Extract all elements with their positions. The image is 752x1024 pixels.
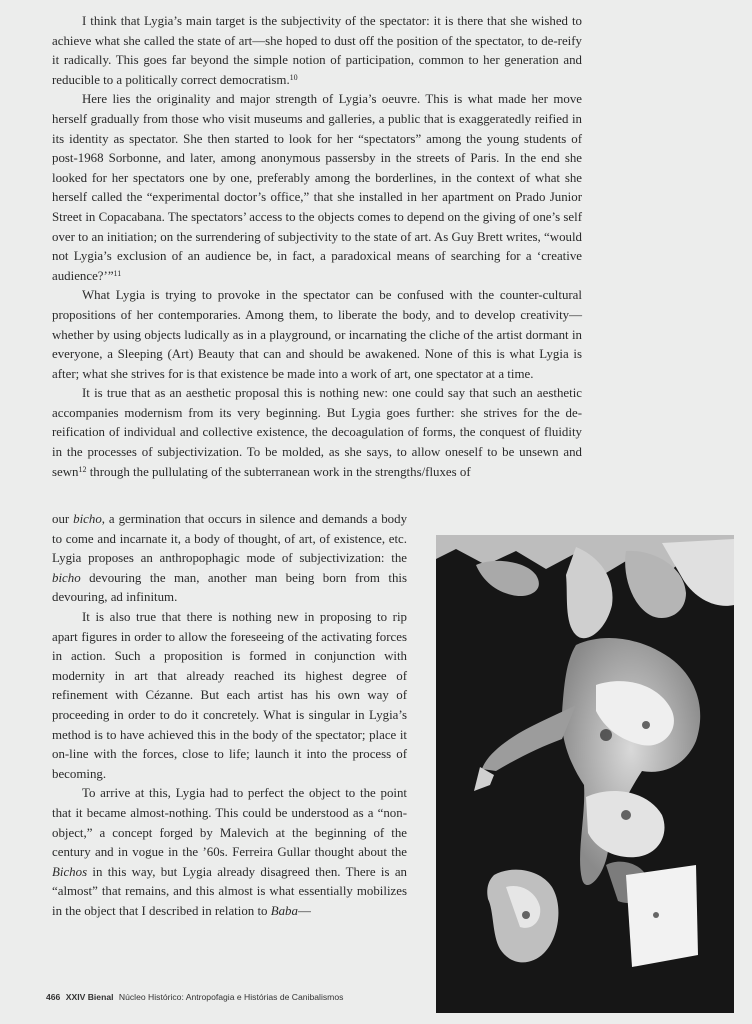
- paragraph-text: , a germination that occurs in silence and demands a body to come and incarnate it, a body of thought, of art, of existence, etc. Lygia proposes an anthropophagic mode of subjectivization: the: [52, 512, 408, 566]
- paragraph-text: devouring the man, another man being born from this devouring, ad infinitum.: [52, 570, 407, 605]
- paragraph: [52, 384, 582, 482]
- body-text-column: [52, 510, 407, 921]
- page-footer: [46, 992, 426, 1002]
- paragraph: [52, 12, 582, 90]
- paragraph-text: Bichos: [52, 864, 88, 879]
- paragraph-text: Here lies the originality and major strength of Lygia’s oeuvre. This is what made her move herself gradually from those who visit museums and galleries, a public that is exaggeratedly reified in its identity as spectator. She then started to look for her “spectators” among the young students of post-1968 Sorbonne, and later, among anonymous passersby in the streets of Paris. In the end she looked for her spectators one by one, preferably among the borderlines, in the context of what she herself called the “experimental doctor’s office,” that she installed in her apartment on Prado Junior Street in Copacabana. The spectators’ access to the objects comes to depend on the giving of one’s self over to an initiation; on the surrendering of subjectivity to the state of art. As Guy Brett writes, “would not Lygia’s exclusion of an audience be, in fact, a paradoxical means of searching for a ‘creative audience?’”: [52, 92, 582, 283]
- photograph-image: [436, 535, 734, 1013]
- footnote-marker: 12: [78, 464, 87, 474]
- paragraph-text: our: [52, 512, 74, 526]
- paragraph: [52, 286, 582, 384]
- artwork-photograph: [436, 535, 734, 1013]
- page-number: 466: [46, 992, 61, 1002]
- footnote-marker: 11: [113, 268, 122, 278]
- paragraph: [52, 608, 407, 784]
- body-text-full-width: [52, 12, 582, 482]
- paragraph-text: bicho: [73, 512, 102, 526]
- paragraph-text: bicho: [52, 570, 81, 585]
- paragraph: [52, 90, 582, 286]
- section-subtitle: Núcleo Histórico: Antropofagia e Histórias de Canibalismos: [118, 992, 344, 1002]
- paragraph-text: It is true that as an aesthetic proposal this is nothing new: one could say that such an aesthetic accompanies modernism from its very beginning. But Lygia goes further: she strives for the de-reification of individual and collective existence, the decoagulation of forms, the conquest of fluidity in the processes of subjectivization. To be molded, as she says, to allow oneself to be unsewn and sewn: [52, 386, 582, 479]
- paragraph-text: through the pullulating of the subterranean work in the strengths/fluxes of: [86, 464, 471, 479]
- paragraph: [52, 510, 407, 608]
- series-title: XXIV Bienal: [65, 992, 114, 1002]
- paragraph-text: It is also true that there is nothing new in proposing to rip apart figures in order to allow the foreseeing of the activating forces in action. Such a proposition is formed in conjunction with modernity in art that already reached its highest degree of refinement with Cézanne. But each artist has his own way of proceeding in order to do it concretely. What is singular in Lygia’s method is to have achieved this in the body of the spectator; place it on-line with the forces, close to life; launch it into the process of becoming.: [52, 609, 407, 781]
- paragraph-text: I think that Lygia’s main target is the subjectivity of the spectator: it is there that she wished to achieve what she called the state of art—she hoped to dust off the position of the spectator, to de-reify it radically. This goes far beyond the simple notion of participation, common to her generation and reducible to a politically correct democratism.: [52, 14, 582, 87]
- paragraph-text: in this way, but Lygia already disagreed then. There is an “almost” that remains, and this almost is what essentially mobilizes in the object that I described in relation to: [52, 864, 407, 918]
- paragraph-text: What Lygia is trying to provoke in the spectator can be confused with the counter-cultural propositions of her contemporaries. Among them, to liberate the body, and to develop creativity—whether by using objects ludically as in a playground, or incarnating the cliche of the artist dormant in everyone, a Sleeping (Art) Beauty that can and should be awakened. None of this is what Lygia is after; what she strives for is that existence be made into a work of art, one spectator at a time.: [52, 288, 582, 381]
- paragraph-text: —: [297, 903, 311, 918]
- paragraph: [52, 784, 407, 921]
- footnote-marker: 10: [289, 72, 298, 82]
- paragraph-text: To arrive at this, Lygia had to perfect the object to the point that it became almost-nothing. This could be understood as a “non-object,” a concept forged by Malevich at the beginning of the century and in vogue in the ’60s. Ferreira Gullar thought about the: [52, 786, 407, 860]
- paragraph-text: Baba: [270, 903, 298, 918]
